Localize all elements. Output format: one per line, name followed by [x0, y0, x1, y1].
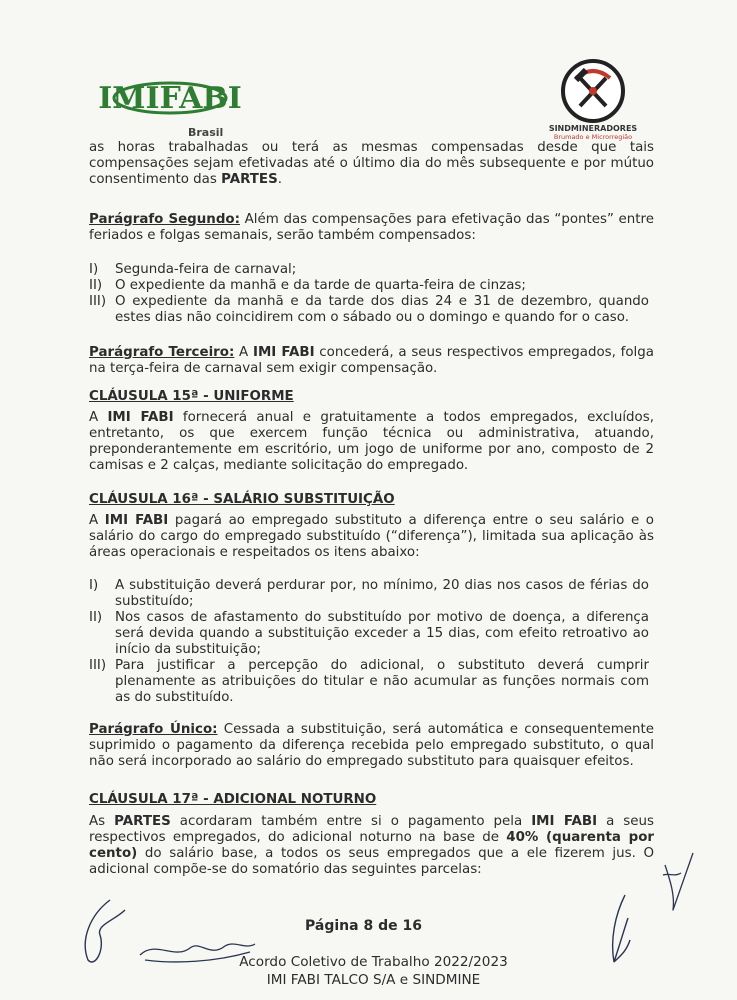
- logo-right-name: SINDMINERADORES: [548, 124, 638, 133]
- list-item: III) O expediente da manhã e da tarde dos dias 24 e 31 de dezembro, quando estes dias não coincidirem com o sábado ou o domingo e quando for o caso.: [89, 294, 649, 325]
- sindmineradores-logo: [548, 58, 638, 148]
- clause-15-text: A IMI FABI fornecerá anual e gratuitamente a todos empregados, excluídos, entretanto, os que exercem função técnica ou administrativa, atuando, preponderantemente em escritório, um jogo de uniforme por ano, composto de 2 camisas e 2 calças, mediante solicitação do empregado.: [89, 410, 654, 473]
- logo-left-text: IMIFABI: [98, 81, 242, 116]
- logo-left-sub: Brasil: [188, 126, 224, 139]
- signature-middle: [135, 930, 265, 970]
- paragraph-compensation: as horas trabalhadas ou terá as mesmas compensadas desde que tais compensações sejam efetivadas até o último dia do mês subsequente e por mútuo consentimento das PARTES.: [89, 140, 654, 187]
- paragraph-second: Parágrafo Segundo: Além das compensações para efetivação das “pontes” entre feriados e folgas semanais, serão também compensados:: [89, 212, 654, 243]
- signature-initials-left: [70, 890, 140, 970]
- logo-right-sub: Brumado e Microrregião: [553, 133, 633, 141]
- list-item: II) Nos casos de afastamento do substituído por motivo de doença, a diferença será devida quando a substituição exceder a 15 dias, com efeito retroativo ao início da substituição;: [89, 610, 649, 657]
- list-item: III) Para justificar a percepção do adicional, o substituto deverá cumprir plenamente as atribuições do titular e não acumular as funções normais com as do substituído.: [89, 658, 649, 705]
- footer-line-1: Acordo Coletivo de Trabalho 2022/2023: [239, 954, 508, 970]
- list-item: I) Segunda-feira de carnaval;: [89, 262, 297, 277]
- paragraph-unico-title: Parágrafo Único:: [89, 722, 218, 737]
- footer-line-2: IMI FABI TALCO S/A e SINDMINE: [266, 972, 481, 988]
- signature-initials-right: [600, 890, 640, 970]
- imifabi-logo: [98, 78, 242, 140]
- clause-16-title: CLÁUSULA 16ª - SALÁRIO SUBSTITUIÇÃO: [89, 492, 395, 507]
- paragraph-second-title: Parágrafo Segundo:: [89, 212, 240, 227]
- paragraph-third: Parágrafo Terceiro: A IMI FABI concederá, a seus respectivos empregados, folga na terça-feira de carnaval sem exigir compensação.: [89, 345, 654, 376]
- clause-16-text: A IMI FABI pagará ao empregado substituto a diferença entre o seu salário e o salário do cargo do empregado substituído (“diferença”), limitada sua aplicação às áreas operacionais e respeitados os itens abaixo:: [89, 513, 654, 560]
- page-number: Página 8 de 16: [305, 918, 422, 934]
- list-item: I) A substituição deverá perdurar por, no mínimo, 20 dias nos casos de férias do substituído;: [89, 578, 649, 609]
- imifabi-logo-mark: [98, 78, 242, 118]
- signature-margin-right: [655, 845, 700, 915]
- pickaxe-hammer-icon: [560, 58, 626, 124]
- list-item: II) O expediente da manhã e da tarde de quarta-feira de cinzas;: [89, 278, 526, 293]
- paragraph-unico: Parágrafo Único: Cessada a substituição, será automática e consequentemente suprimido o pagamento da diferença recebida pelo empregado substituto, o qual não será incorporado ao salário do empregado substituto para quaisquer efeitos.: [89, 722, 654, 769]
- paragraph-third-title: Parágrafo Terceiro:: [89, 345, 235, 360]
- clause-17-text: As PARTES acordaram também entre si o pagamento pela IMI FABI a seus respectivos empregados, do adicional noturno na base de 40% (quarenta por cento) do salário base, a todos os seus empregados que a ele fizerem jus. O adicional compõe-se do somatório das seguintes parcelas:: [89, 814, 654, 877]
- clause-15-title: CLÁUSULA 15ª - UNIFORME: [89, 389, 294, 404]
- clause-17-title: CLÁUSULA 17ª - ADICIONAL NOTURNO: [89, 792, 377, 807]
